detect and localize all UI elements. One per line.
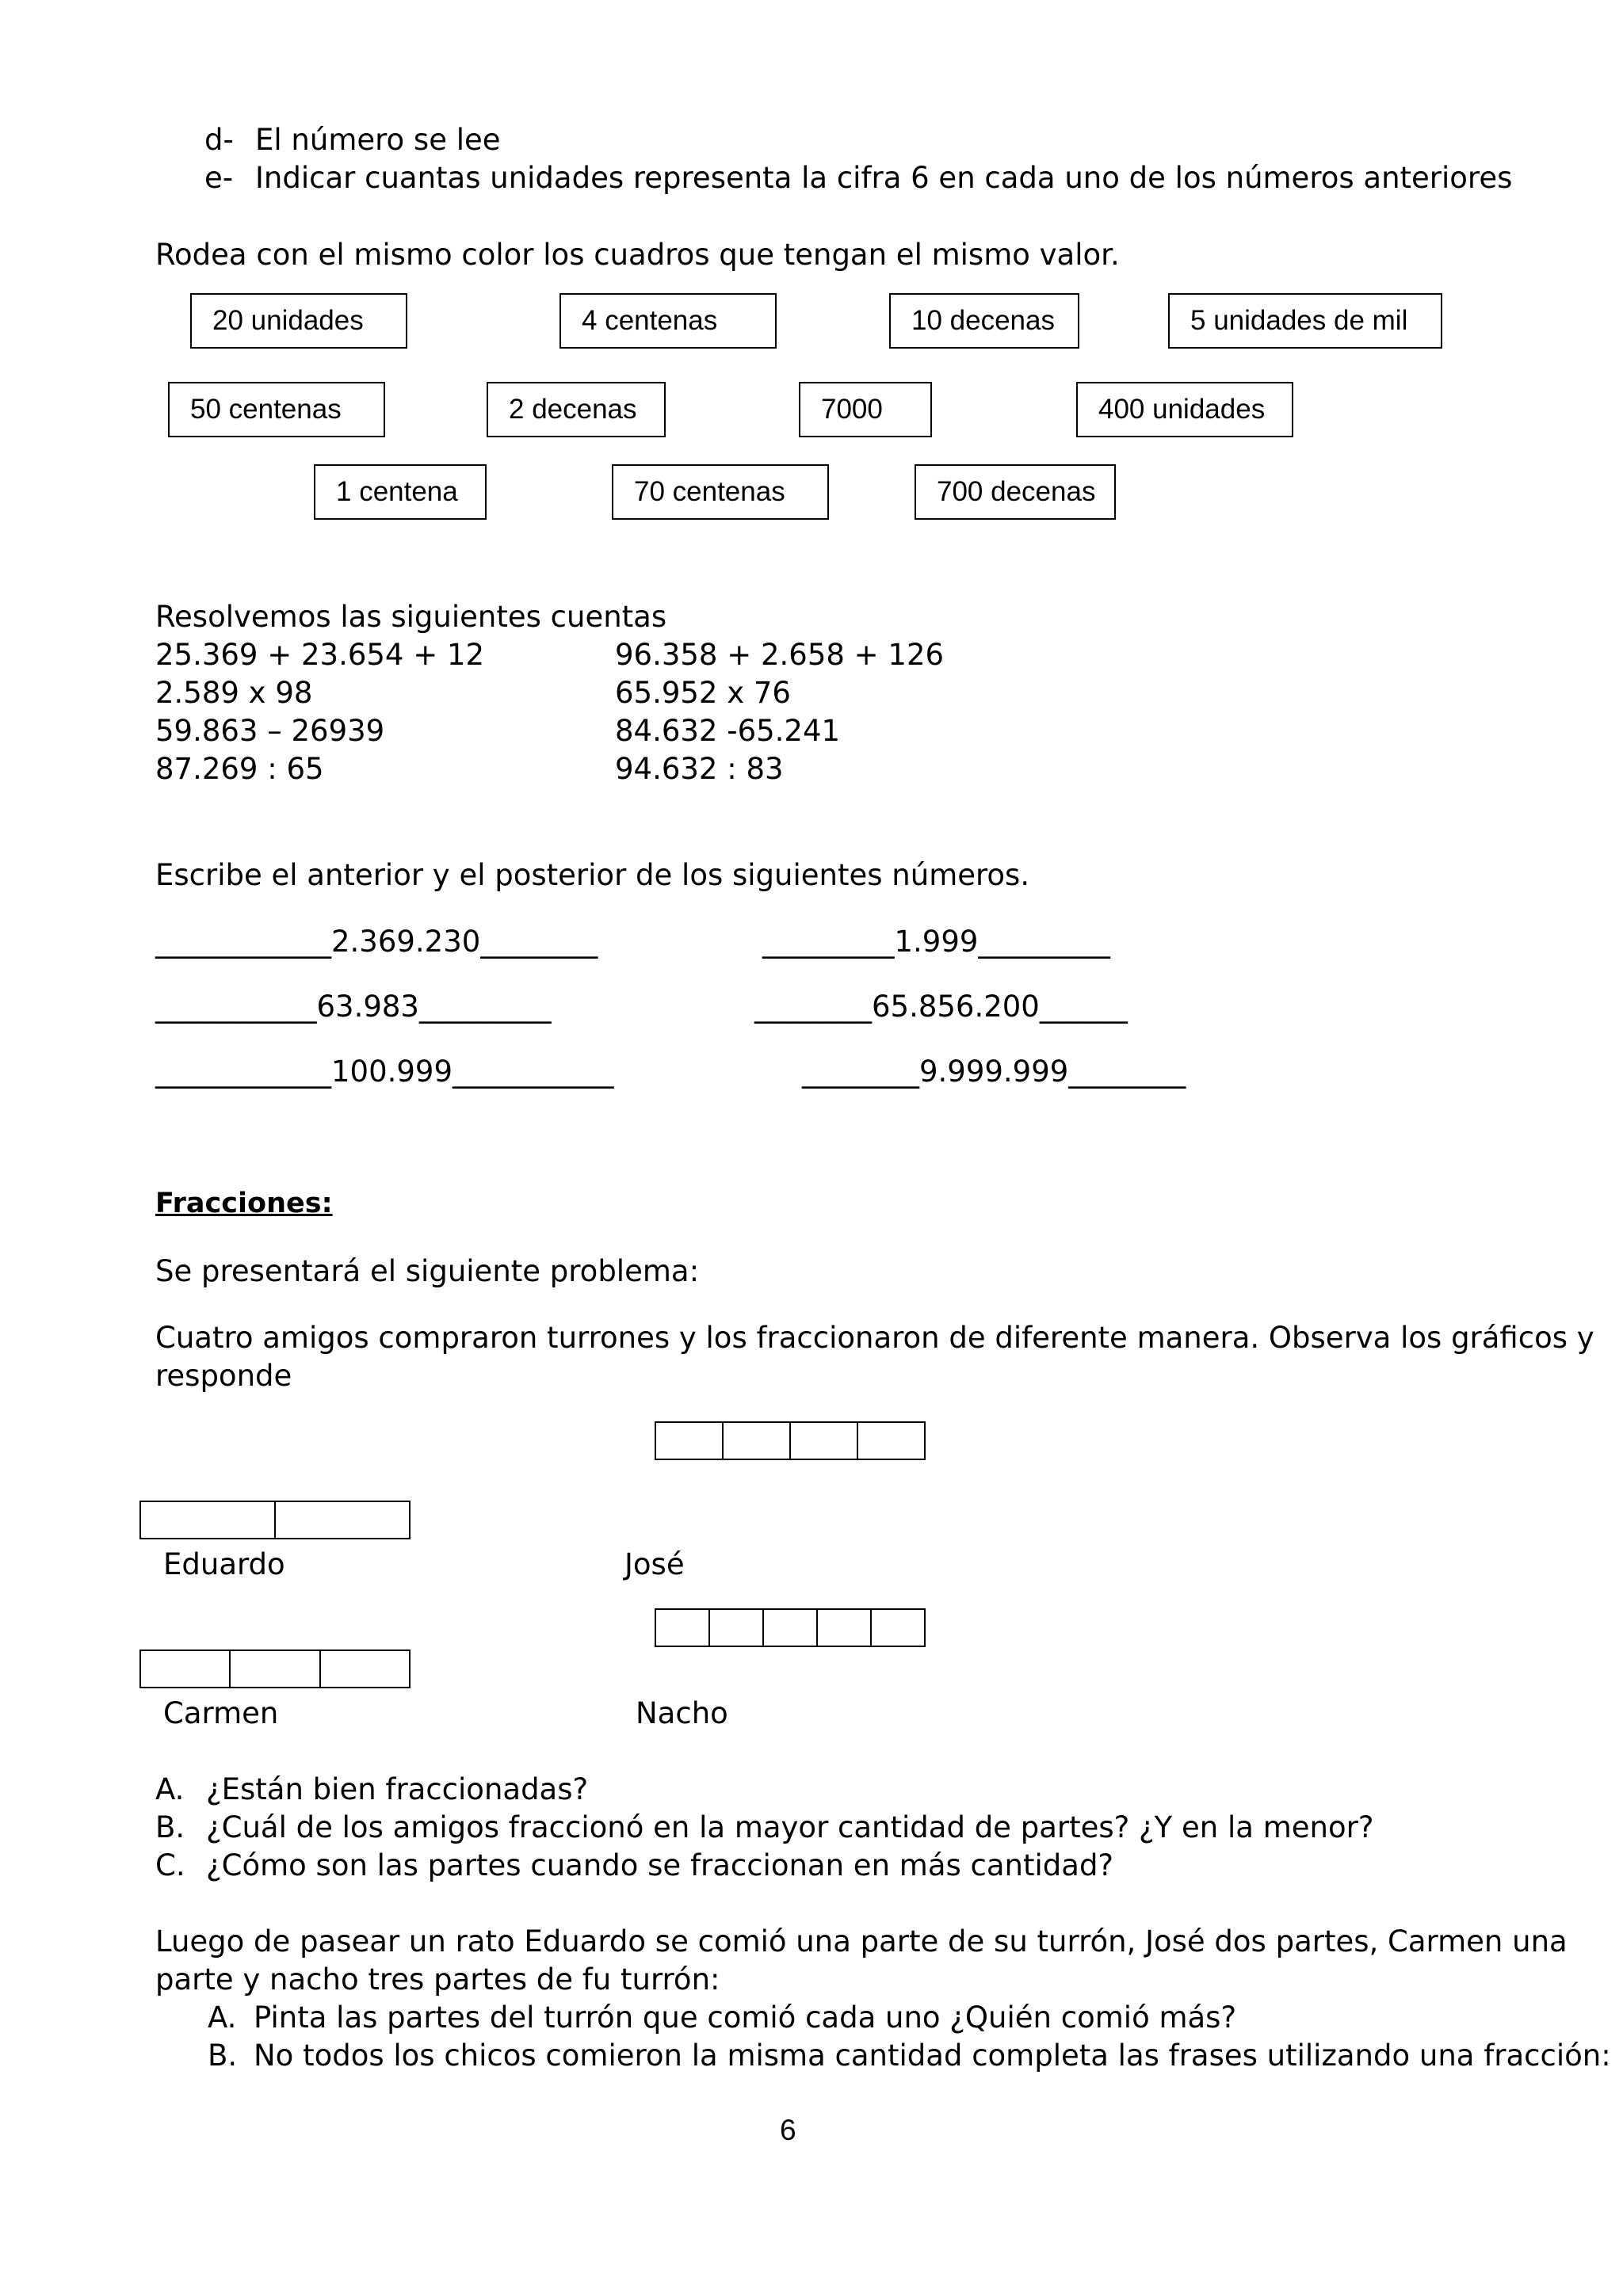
fractions-intro: Se presentará el siguiente problema: <box>155 1254 700 1288</box>
fractions-problem-line2: responde <box>155 1359 292 1393</box>
turron-part[interactable] <box>276 1502 409 1538</box>
turron-part[interactable] <box>141 1502 276 1538</box>
task-text: Pinta las partes del turrón que comió cada uno ¿Quién comió más? <box>254 2000 1237 2035</box>
list-text-d: El número se lee <box>255 123 501 157</box>
list-letter-d: d- <box>204 123 234 157</box>
value-box[interactable]: 2 decenas <box>487 382 666 437</box>
sequence-blank-right[interactable]: _________1.999_________ <box>762 925 1110 959</box>
turron-carmen[interactable] <box>139 1650 411 1688</box>
task-letter: B. <box>208 2039 238 2073</box>
operation-left: 59.863 – 26939 <box>155 714 385 748</box>
question-text: ¿Están bien fraccionadas? <box>206 1772 589 1806</box>
turron-part[interactable] <box>872 1610 924 1646</box>
name-eduardo: Eduardo <box>163 1547 285 1581</box>
fractions-problem-line1: Cuatro amigos compraron turrones y los fraccionaron de diferente manera. Observa los gráficos y <box>155 1321 1594 1355</box>
sequence-instruction: Escribe el anterior y el posterior de los siguientes números. <box>155 858 1030 892</box>
turron-part[interactable] <box>710 1610 764 1646</box>
operation-right: 94.632 : 83 <box>615 752 784 786</box>
sequence-blank-left[interactable]: ____________2.369.230________ <box>155 925 598 959</box>
turron-part[interactable] <box>858 1423 924 1459</box>
list-text-e: Indicar cuantas unidades representa la cifra 6 en cada uno de los números anteriores <box>255 161 1513 195</box>
paragraph-line1: Luego de pasear un rato Eduardo se comió una parte de su turrón, José dos partes, Carmen una <box>155 1924 1568 1958</box>
operation-left: 87.269 : 65 <box>155 752 324 786</box>
page-number: 6 <box>780 2114 796 2146</box>
turron-part[interactable] <box>656 1610 710 1646</box>
name-carmen: Carmen <box>163 1696 279 1730</box>
value-box[interactable]: 4 centenas <box>559 293 777 349</box>
turron-part[interactable] <box>321 1651 409 1687</box>
turron-part[interactable] <box>231 1651 320 1687</box>
value-box[interactable]: 70 centenas <box>612 464 829 520</box>
question-text: ¿Cómo son las partes cuando se fraccionan en más cantidad? <box>206 1848 1114 1882</box>
fractions-heading: Fracciones: <box>155 1188 333 1219</box>
turron-eduardo[interactable] <box>139 1501 411 1539</box>
value-box[interactable]: 50 centenas <box>168 382 385 437</box>
turron-part[interactable] <box>141 1651 231 1687</box>
operation-left: 2.589 x 98 <box>155 676 313 710</box>
question-letter: A. <box>155 1772 185 1806</box>
name-jose: José <box>624 1547 685 1581</box>
turron-part[interactable] <box>656 1423 724 1459</box>
turron-part[interactable] <box>764 1610 818 1646</box>
turron-part[interactable] <box>791 1423 858 1459</box>
value-box[interactable]: 7000 <box>799 382 932 437</box>
value-box[interactable]: 10 decenas <box>889 293 1079 349</box>
color-task-instruction: Rodea con el mismo color los cuadros que tengan el mismo valor. <box>155 238 1120 272</box>
turron-part[interactable] <box>724 1423 791 1459</box>
operation-right: 65.952 x 76 <box>615 676 791 710</box>
turron-nacho[interactable] <box>655 1608 926 1647</box>
turron-jose[interactable] <box>655 1421 926 1460</box>
sequence-blank-right[interactable]: ________65.856.200______ <box>754 990 1128 1024</box>
value-box[interactable]: 400 unidades <box>1076 382 1293 437</box>
question-text: ¿Cuál de los amigos fraccionó en la mayor cantidad de partes? ¿Y en la menor? <box>206 1810 1374 1844</box>
list-letter-e: e- <box>204 161 234 195</box>
value-box[interactable]: 20 unidades <box>190 293 407 349</box>
question-letter: B. <box>155 1810 185 1844</box>
question-letter: C. <box>155 1848 185 1882</box>
operations-title: Resolvemos las siguientes cuentas <box>155 600 667 634</box>
task-text: No todos los chicos comieron la misma cantidad completa las frases utilizando una fracción: <box>254 2039 1611 2073</box>
value-box[interactable]: 700 decenas <box>915 464 1116 520</box>
task-letter: A. <box>208 2000 237 2035</box>
operation-right: 96.358 + 2.658 + 126 <box>615 638 945 672</box>
paragraph-line2: parte y nacho tres partes de fu turrón: <box>155 1962 720 1997</box>
name-nacho: Nacho <box>636 1696 728 1730</box>
sequence-blank-left[interactable]: ___________63.983_________ <box>155 990 552 1024</box>
sequence-blank-left[interactable]: ____________100.999___________ <box>155 1055 614 1089</box>
value-box[interactable]: 5 unidades de mil <box>1168 293 1442 349</box>
operation-right: 84.632 -65.241 <box>615 714 841 748</box>
sequence-blank-right[interactable]: ________9.999.999________ <box>802 1055 1186 1089</box>
turron-part[interactable] <box>818 1610 872 1646</box>
operation-left: 25.369 + 23.654 + 12 <box>155 638 485 672</box>
value-box[interactable]: 1 centena <box>314 464 487 520</box>
